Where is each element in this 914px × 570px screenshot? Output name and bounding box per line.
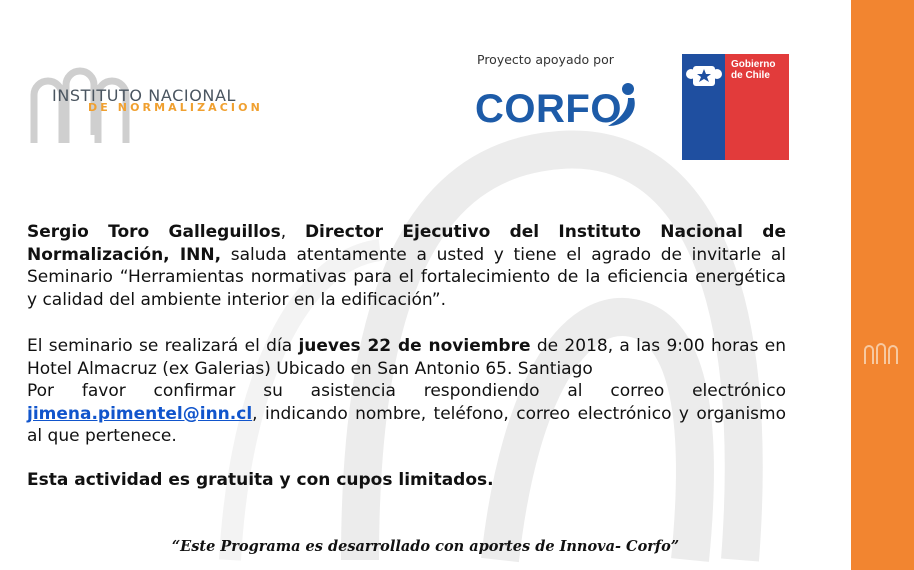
event-date: jueves 22 de noviembre xyxy=(298,336,531,356)
footer-quote: “Este Programa es desarrollado con aportes de Innova- Corfo” xyxy=(171,538,680,555)
sponsor-caption: Proyecto apoyado por xyxy=(477,52,614,67)
corfo-logo-text: CORFO xyxy=(475,87,622,131)
inn-logo-title: INSTITUTO NACIONAL xyxy=(52,86,237,105)
event-details-paragraph xyxy=(27,335,786,448)
confirm-intro: Por favor confirmar su asistencia respondiendo al correo electrónico xyxy=(27,381,786,401)
sender-name: Sergio Toro Galleguillos xyxy=(27,222,281,242)
greeting-text: saluda atentamente a usted y tiene el agrado de invitarle al Seminario “Herramientas normativas para el fortalecimiento de la eficiencia energética y calidad del ambiente interior en la edificación”. xyxy=(27,244,786,310)
invitation-paragraph xyxy=(27,221,786,311)
chile-coat-of-arms-icon xyxy=(685,58,723,92)
confirm-details: , indicando nombre, teléfono, correo electrónico y organismo al que pertenece. xyxy=(27,403,786,446)
sender-title: Director Ejecutivo del Instituto Nacional de Normalización, INN, xyxy=(27,222,786,265)
date-intro: El seminario se realizará el día xyxy=(27,336,299,356)
contact-email-link[interactable]: jimena.pimentel@inn.cl xyxy=(27,403,253,424)
inn-mini-logo-icon xyxy=(862,340,902,366)
date-location: de 2018, a las 9:00 horas en Hotel Almacruz (ex Galerias) Ubicado en San Antonio 65. Santiago xyxy=(27,336,786,379)
separator-text: , xyxy=(280,222,305,242)
inn-logo-subtitle: DE NORMALIZACION xyxy=(88,101,263,114)
free-activity-note: Esta actividad es gratuita y con cupos limitados. xyxy=(27,470,494,490)
gobierno-chile-label: Gobierno de Chile xyxy=(731,59,776,81)
orange-side-bar xyxy=(851,0,914,570)
corfo-person-icon xyxy=(598,80,640,128)
gobierno-chile-logo xyxy=(682,54,789,160)
